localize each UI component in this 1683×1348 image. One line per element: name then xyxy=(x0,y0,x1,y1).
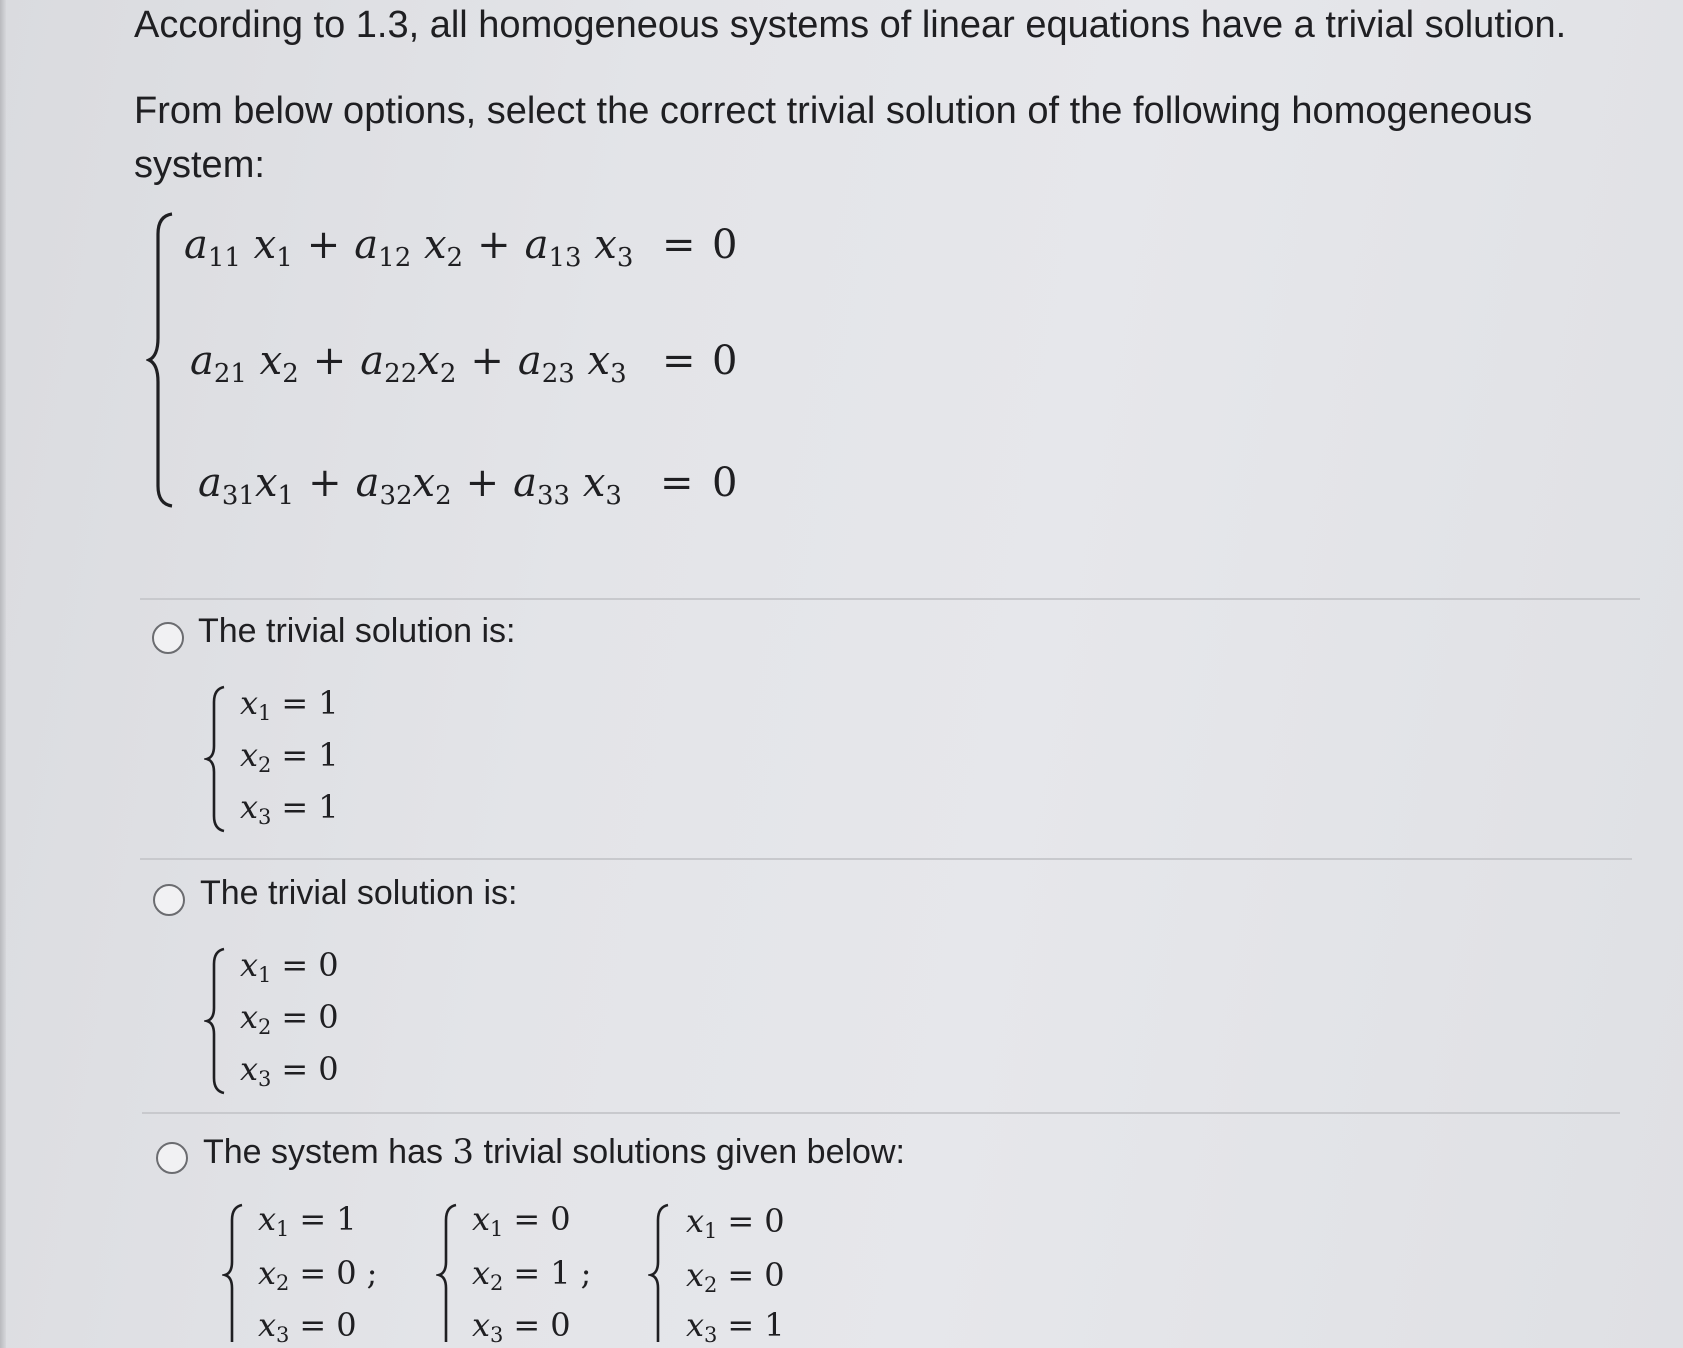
plus-sign: + xyxy=(477,222,511,268)
term-3-1: $a_{31}x_1$ xyxy=(198,460,295,511)
term-2-2: $a_{22}x_2$ xyxy=(360,338,457,389)
plus-sign: + xyxy=(312,338,347,384)
plus-sign: + xyxy=(308,460,342,506)
term-2-3: $a_{23}$ $x_3$ xyxy=(517,338,627,389)
divider xyxy=(140,858,1632,860)
term-2-1: $a_{21}$ $x_2$ xyxy=(190,338,299,389)
system-left-brace xyxy=(146,210,176,510)
equals-sign: = xyxy=(662,338,696,384)
option-3-radio[interactable] xyxy=(156,1142,188,1174)
question-intro: According to 1.3, all homogeneous systems of linear equations have a trivial solution. xyxy=(134,4,1567,46)
page-left-edge xyxy=(0,0,6,1348)
plus-sign: + xyxy=(465,460,500,506)
option-1-eq-x2: $x_2 = 1$ xyxy=(240,736,339,777)
option-2-eq-x3: $x_3 = 0$ xyxy=(240,1050,339,1091)
system-row-2 xyxy=(190,338,738,389)
option-1-brace xyxy=(204,684,228,834)
option-3-c-eq-x1: $x_1 = 0$ xyxy=(686,1202,785,1243)
equals-sign: = xyxy=(660,460,694,506)
term-1-3: $a_{13}$ $x_3$ xyxy=(524,222,634,273)
plus-sign: + xyxy=(306,222,341,268)
option-3-brace-b xyxy=(436,1202,460,1348)
option-3-a-eq-x3: $x_3 = 0$ xyxy=(258,1306,357,1347)
option-3-b-eq-x1: $x_1 = 0$ xyxy=(472,1200,571,1241)
option-3-c-eq-x2: $x_2 = 0$ xyxy=(686,1256,785,1297)
divider xyxy=(140,598,1640,600)
term-3-2: $a_{32}x_2$ xyxy=(355,460,452,511)
option-1-label: The trivial solution is: xyxy=(198,612,516,650)
plus-sign: + xyxy=(470,338,504,384)
option-3-label: The system has 3 trivial solutions given below: xyxy=(203,1132,905,1172)
option-3-b-eq-x3: $x_3 = 0$ xyxy=(472,1306,571,1347)
option-3-c-eq-x3: $x_3 = 1$ xyxy=(686,1306,785,1347)
option-3-brace-c xyxy=(648,1202,672,1348)
rhs-value: 0 xyxy=(712,222,738,268)
term-1-1: $a_{11}$ $x_1$ xyxy=(184,222,293,273)
option-2-eq-x1: $x_1 = 0$ xyxy=(240,946,339,987)
option-2-radio[interactable] xyxy=(153,884,185,916)
option-2-eq-x2: $x_2 = 0$ xyxy=(240,998,339,1039)
option-3-a-eq-x2: $x_2 = 0$ ; xyxy=(258,1254,378,1295)
option-1-eq-x3: $x_3 = 1$ xyxy=(240,788,339,829)
system-row-3 xyxy=(198,460,738,511)
option-2-label: The trivial solution is: xyxy=(200,874,518,912)
option-1-radio[interactable] xyxy=(152,622,184,654)
system-row-1 xyxy=(184,222,738,273)
term-3-3: $a_{33}$ $x_3$ xyxy=(513,460,622,511)
option-3-a-eq-x1: $x_1 = 1$ xyxy=(258,1200,357,1241)
option-3-b-eq-x2: $x_2 = 1$ ; xyxy=(472,1254,592,1295)
rhs-value: 0 xyxy=(712,460,738,506)
term-1-2: $a_{12}$ $x_2$ xyxy=(354,222,464,273)
option-1-eq-x1: $x_1 = 1$ xyxy=(240,684,339,725)
divider xyxy=(142,1112,1620,1114)
option-3-brace-a xyxy=(222,1202,246,1348)
equals-sign: = xyxy=(662,222,696,268)
question-prompt: From below options, select the correct trivial solution of the following homogeneous system: xyxy=(134,90,1533,186)
rhs-value: 0 xyxy=(712,338,738,384)
option-2-brace xyxy=(204,946,228,1096)
